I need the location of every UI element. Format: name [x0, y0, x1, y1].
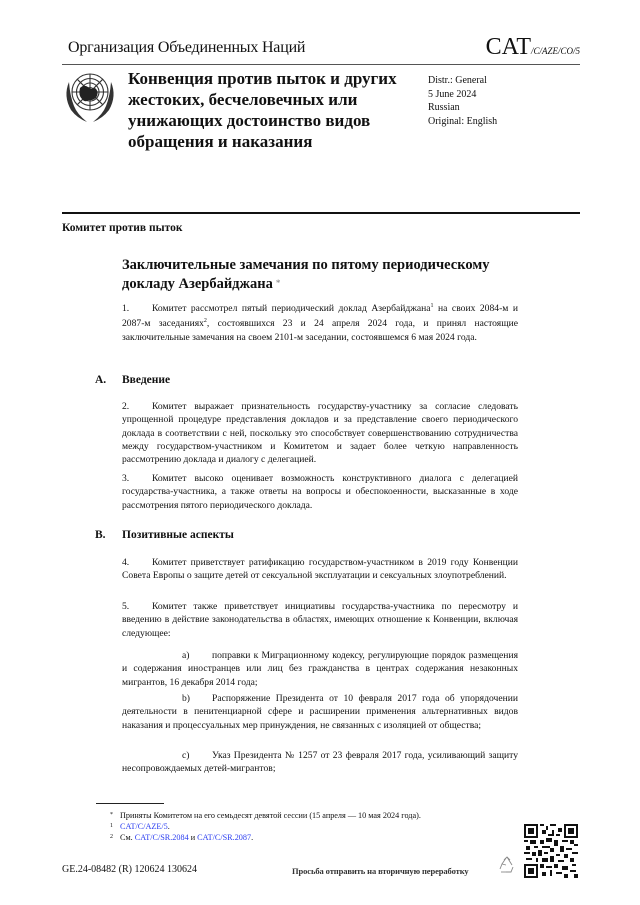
subitem-text: поправки к Миграционному кодексу, регулирующие порядок размещения и содержания иностранцев или лиц без гражданства в центрах содержания незаконных мигрантов, 16 декабря 2014 года;	[122, 650, 518, 688]
paragraph-number: 2.	[122, 401, 130, 412]
un-emblem-icon	[62, 66, 118, 126]
paragraph-number: 5.	[122, 601, 130, 612]
paragraph-number: 3.	[122, 473, 130, 484]
paragraph-4	[122, 556, 518, 583]
footnote-separator	[96, 803, 164, 804]
header-rule	[62, 64, 580, 65]
paragraph-text: Комитет выражает признательность государству-участнику за согласие следовать упрощенной процедуре представления докладов и за представление своего периодического доклада в соответствии с ней, поскольку это способствует совершенствованию сотрудничества между государством-участником и Комитетом и задает более четкую направленность рассмотрению доклада и диалогу с делегацией.	[122, 401, 518, 466]
paragraph-1	[122, 300, 518, 344]
paragraph-3	[122, 472, 518, 512]
document-language: Russian	[428, 102, 460, 113]
section-heading-a	[95, 374, 170, 386]
subitem-c	[122, 749, 518, 776]
section-rule	[62, 212, 580, 214]
subitem-b	[122, 692, 518, 732]
paragraph-text: Комитет приветствует ратификацию государством-участником в 2019 году Конвенции Совета Европы о защите детей от сексуальной эксплуатации и сексуальных злоупотреблений.	[122, 557, 518, 582]
subitem-letter: c)	[182, 750, 190, 761]
document-title-text: Заключительные замечания по пятому периодическому докладу Азербайджана	[122, 257, 490, 292]
symbol-main: CAT	[485, 34, 531, 60]
footnote-mark: 1	[110, 823, 113, 829]
distribution: Distr.: General	[428, 75, 487, 86]
title-footnote-marker: *	[275, 278, 281, 288]
footnote-link-sr-2087[interactable]: CAT/C/SR.2087	[197, 833, 252, 842]
footnote-link-sr-2084[interactable]: CAT/C/SR.2084	[134, 833, 189, 842]
footnote-ref-1[interactable]: 1	[430, 303, 434, 309]
paragraph-text: на своих 2084-м и 2087-м заседаниях	[122, 303, 518, 330]
section-letter: A.	[95, 374, 107, 386]
subitem-letter: a)	[182, 650, 190, 661]
subitem-text: Распоряжение Президента от 10 февраля 2017 года об упорядочении деятельности в пенитенциарной сфере и расширении применения альтернативных видов наказания и процессуальных мер принуждения, не связанных с изоляцией от общества;	[122, 693, 518, 731]
paragraph-text: Комитет также приветствует инициативы государства-участника по пересмотру и введению в действие законодательства в областях, имеющих отношение к Конвенции, включая следующее:	[122, 601, 518, 639]
job-number: GE.24-08482 (R) 120624 130624	[62, 864, 197, 875]
symbol-suffix: /C/AZE/CO/5	[530, 46, 580, 56]
organization-name: Организация Объединенных Наций	[68, 39, 306, 56]
paragraph-number: 1.	[122, 303, 130, 314]
subitem-a	[122, 649, 518, 689]
section-title: Введение	[122, 374, 171, 386]
recycle-text: Просьба отправить на вторичную переработку	[292, 866, 469, 876]
convention-title: Конвенция против пыток и других жестоких, бесчеловечных или унижающих достоинство видов обращения и наказания	[128, 69, 397, 151]
footnote-text: .	[251, 833, 254, 842]
paragraph-number: 4.	[122, 557, 130, 568]
footnote-text: См.	[120, 833, 135, 842]
qr-code-icon[interactable]	[524, 824, 578, 878]
paragraph-text: , состоявшихся 23 и 24 апреля 2024 года, и принял настоящие заключительные замечания на своем 2101-м заседании, состоявшемся 6 мая 2024 года.	[122, 318, 518, 343]
footnote-text: .	[167, 822, 170, 831]
subitem-letter: b)	[182, 693, 190, 704]
distribution-info	[428, 74, 497, 128]
section-letter: B.	[95, 529, 106, 541]
paragraph-text: Комитет рассмотрел пятый периодический доклад Азербайджана	[152, 303, 431, 314]
section-title: Позитивные аспекты	[122, 529, 234, 541]
paragraph-text: Комитет высоко оценивает возможность конструктивного диалога с делегацией государства-участника, а также ответы на вопросы и обеспокоенности, высказанные в ходе рассмотрения пятого периодического доклада.	[122, 473, 518, 511]
footnote-2	[110, 832, 253, 843]
footnote-link-cat-c-aze-5[interactable]: CAT/C/AZE/5	[120, 822, 168, 831]
original-language: Original: English	[428, 115, 498, 127]
subitem-text: Указ Президента № 1257 от 23 февраля 2017 года, усиливающий защиту несопровождаемых детей-мигрантов;	[122, 750, 518, 775]
footnote-text: Приняты Комитетом на его семьдесят девятой сессии (15 апреля — 10 мая 2024 года).	[120, 811, 421, 820]
paragraph-5	[122, 600, 518, 640]
footnote-1	[110, 821, 170, 832]
footnote-star	[110, 810, 421, 821]
footnote-text: и	[188, 833, 198, 842]
document-date: 5 June 2024	[428, 88, 477, 100]
document-title	[122, 256, 542, 293]
paragraph-2	[122, 400, 518, 466]
document-symbol	[486, 34, 580, 61]
footnote-ref-2[interactable]: 2	[203, 318, 207, 325]
section-heading-b	[95, 529, 234, 541]
footnote-mark: 2	[110, 834, 113, 840]
recycle-icon	[498, 856, 516, 876]
footnote-mark: *	[110, 812, 113, 818]
committee-name: Комитет против пыток	[62, 222, 183, 234]
